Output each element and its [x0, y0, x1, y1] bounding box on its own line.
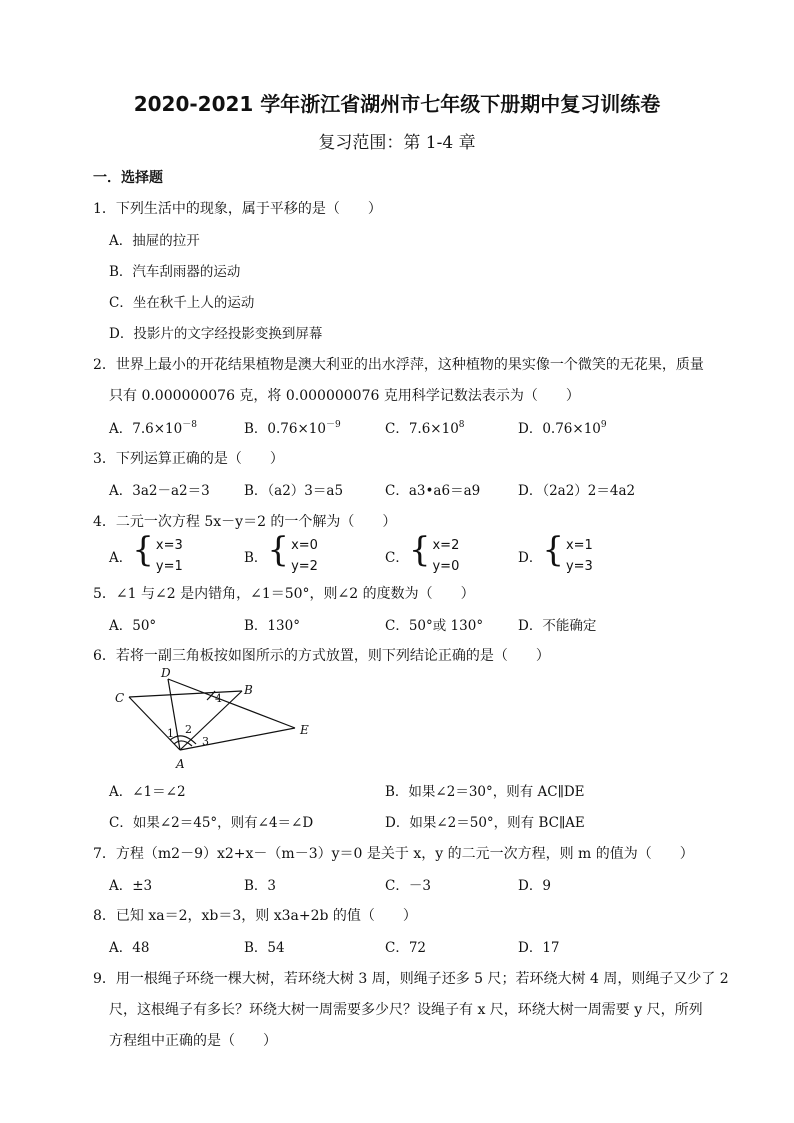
question-1-option-b: B．汽车刮雨器的运动 [109, 264, 241, 280]
question-1-stem: 1．下列生活中的现象，属于平移的是（ ） [93, 201, 382, 217]
question-3-option-d: D．（2a2）2＝4a2 [518, 483, 636, 499]
question-9-line-2: 尺，这根绳子有多长？环绕大树一周需要多少尺？设绳子有 x 尺，环绕大树一周需要 y 尺，所列 [109, 1002, 703, 1018]
question-2-line-2: 只有 0.000000076 克，将 0.000000076 克用科学记数法表示为（ ） [109, 388, 580, 404]
question-9-line-3: 方程组中正确的是（ ） [109, 1033, 277, 1049]
question-4-option-d: D． { x=1 y=3 [518, 530, 593, 574]
line-de [168, 679, 295, 728]
section-heading: 一．选择题 [93, 170, 163, 186]
question-2-option-b: B．$0.76\times 10^{-9}$ [244, 420, 341, 437]
question-5-option-a: A．50° [109, 618, 157, 634]
question-6-option-a: A．∠1＝∠2 [109, 784, 186, 800]
question-3-option-c: C．a3•a6＝a9 [385, 483, 481, 499]
question-3-option-a: A．3a2－a2＝3 [109, 483, 210, 499]
question-6-option-c: C．如果∠2＝45°，则有∠4＝∠D [109, 815, 314, 831]
question-8-option-b: B．54 [244, 940, 285, 956]
question-8-option-d: D．17 [518, 940, 560, 956]
label-d: D [161, 666, 171, 680]
line-cb [129, 691, 242, 697]
question-7-option-b: B．3 [244, 878, 277, 894]
label-angle-2: 2 [185, 723, 192, 736]
question-4-stem: 4．二元一次方程 5x－y＝2 的一个解为（ ） [93, 514, 397, 530]
question-9-line-1: 9．用一根绳子环绕一棵大树，若环绕大树 3 周，则绳子还多 5 尺；若环绕大树 4 周，则绳子又少了 2 [93, 971, 729, 987]
label-angle-4: 4 [215, 692, 222, 705]
question-5-stem: 5．∠1 与∠2 是内错角，∠1＝50°，则∠2 的度数为（ ） [93, 586, 475, 602]
question-5-option-d: D．不能确定 [518, 618, 597, 634]
question-2-option-d: D．$0.76\times 10^9$ [518, 420, 607, 437]
page-title: 2020-2021 学年浙江省湖州市七年级下册期中复习训练卷 [133, 92, 661, 116]
question-1-option-a: A．抽屉的拉开 [109, 233, 200, 249]
question-4-option-b: B． { x=0 y=2 [244, 530, 318, 574]
question-2-option-a: A．$7.6\times 10^{-8}$ [109, 420, 197, 437]
question-3-stem: 3．下列运算正确的是（ ） [93, 451, 284, 467]
question-2-option-c: C．$7.6\times 10^8$ [385, 420, 465, 437]
question-7-option-d: D．9 [518, 878, 551, 894]
label-angle-3: 3 [202, 735, 209, 748]
question-5-option-c: C．50°或 130° [385, 618, 484, 634]
label-e: E [300, 723, 309, 737]
label-a: A [176, 757, 185, 771]
question-7-stem: 7．方程（m2－9）x2+x－（m－3）y＝0 是关于 x，y 的二元一次方程，则 m 的值为（ ） [93, 846, 694, 862]
question-6-option-d: D．如果∠2＝50°，则有 BC∥AE [385, 815, 585, 831]
line-ae [180, 728, 295, 750]
question-3-option-b: B．（a2）3＝a5 [244, 483, 344, 499]
question-8-option-a: A．48 [109, 940, 150, 956]
question-4-option-a: A． { x=3 y=1 [109, 530, 183, 574]
line-ba [180, 691, 242, 750]
question-8-option-c: C．72 [385, 940, 427, 956]
question-6-option-b: B．如果∠2＝30°，则有 AC∥DE [385, 784, 585, 800]
question-1-option-d: D．投影片的文字经投影变换到屏幕 [109, 326, 323, 342]
question-7-option-a: A．±3 [109, 878, 153, 894]
question-6-figure [100, 664, 330, 774]
question-2-line-1: 2．世界上最小的开花结果植物是澳大利亚的出水浮萍，这种植物的果实像一个微笑的无花果，质量 [93, 357, 704, 373]
label-b: B [244, 683, 253, 697]
question-5-option-b: B．130° [244, 618, 300, 634]
question-8-stem: 8．已知 xa＝2，xb＝3，则 x3a+2b 的值（ ） [93, 908, 417, 924]
label-c: C [115, 691, 125, 705]
page-subtitle: 复习范围：第 1-4 章 [318, 133, 476, 153]
question-4-option-c: C． { x=2 y=0 [385, 530, 460, 574]
question-6-stem: 6．若将一副三角板按如图所示的方式放置，则下列结论正确的是（ ） [93, 648, 550, 664]
question-7-option-c: C．－3 [385, 878, 431, 894]
question-1-option-c: C．坐在秋千上人的运动 [109, 295, 255, 311]
label-angle-1: 1 [167, 727, 174, 740]
